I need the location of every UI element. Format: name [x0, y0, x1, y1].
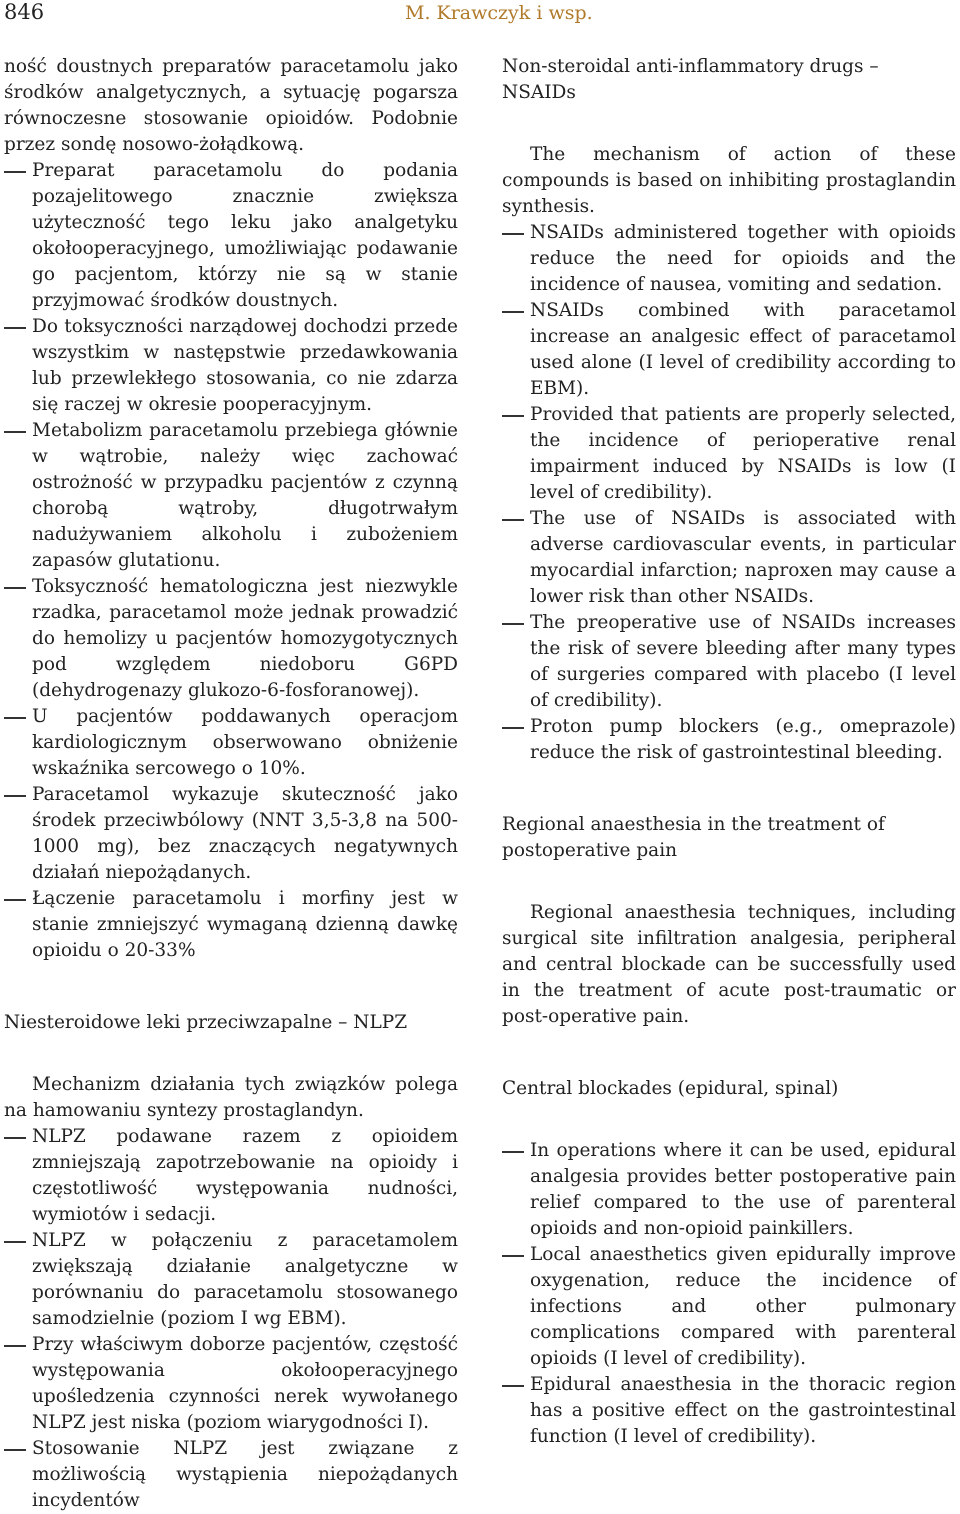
central-blockades-bullet-list — [502, 1138, 956, 1450]
heading-line: NSAIDs — [502, 82, 576, 103]
nsaids-intro-paragraph: The mechanism of action of these compounds is based on inhibiting prostaglandin synthesis. — [502, 144, 956, 217]
list-item: U pacjentów poddawanych operacjom kardiologicznym obserwowano obniżenie wskaźnika sercowego o 10%. — [4, 704, 458, 782]
list-item: NLPZ w połączeniu z paracetamolem zwiększają działanie analgetyczne w porównaniu do paracetamolu stosowanego samodzielnie (poziom I wg EBM). — [4, 1228, 458, 1332]
nsaids-bullet-list — [502, 220, 956, 766]
running-head: M. Krawczyk i wsp. — [405, 2, 593, 24]
list-item: Paracetamol wykazuje skuteczność jako środek przeciwbólowy (NNT 3,5-3,8 na 500-1000 mg), bez znaczących negatywnych działań niepożądanych. — [4, 782, 458, 886]
section-heading-nlpz: Niesteroidowe leki przeciwzapalne – NLPZ — [4, 1012, 408, 1033]
list-item: NSAIDs administered together with opioids reduce the need for opioids and the incidence of nausea, vomiting and sedation. — [502, 220, 956, 298]
section-heading-nsaids — [502, 54, 956, 106]
list-item: Toksyczność hematologiczna jest niezwykle rzadka, paracetamol może jednak prowadzić do hemolizy u pacjentów homozygotycznych pod względem niedoboru G6PD (dehydrogenazy glukozo-6-fosforanowej). — [4, 574, 458, 704]
regional-intro-paragraph: Regional anaesthesia techniques, including surgical site infiltration analgesia, peripheral and central blockade can be successfully used in the treatment of acute post-traumatic or post-operative pain. — [502, 902, 956, 1027]
intro-paragraph: ność doustnych preparatów paracetamolu jako środków analgetycznych, a sytuację pogarsza równoczesne stosowanie opioidów. Podobnie przez sondę nosowo-żołądkową. — [4, 56, 458, 155]
list-item: Proton pump blockers (e.g., omeprazole) reduce the risk of gastrointestinal bleeding. — [502, 714, 956, 766]
list-item: The use of NSAIDs is associated with adverse cardiovascular events, in particular myocardial infarction; naproxen may cause a lower risk than other NSAIDs. — [502, 506, 956, 610]
list-item: In operations where it can be used, epidural analgesia provides better postoperative pain relief compared to the use of parenteral opioids and non-opioid painkillers. — [502, 1138, 956, 1242]
page-number: 846 — [4, 0, 45, 24]
paracetamol-bullet-list — [4, 158, 458, 964]
list-item: Provided that patients are properly selected, the incidence of perioperative renal impairment induced by NSAIDs is low (I level of credibility). — [502, 402, 956, 506]
list-item: Metabolizm paracetamolu przebiega głównie w wątrobie, należy więc zachować ostrożność w przypadku pacjentów z czynną chorobą wątroby, długotrwałym nadużywaniem alkoholu i zubożeniem zapasów glutationu. — [4, 418, 458, 574]
list-item: The preoperative use of NSAIDs increases the risk of severe bleeding after many types of surgeries compared with placebo (I level of credibility). — [502, 610, 956, 714]
list-item: Łączenie paracetamolu i morfiny jest w stanie zmniejszyć wymaganą dzienną dawkę opioidu o 20-33% — [4, 886, 458, 964]
nlpz-intro-paragraph: Mechanizm działania tych związków polega na hamowaniu syntezy prostaglandyn. — [4, 1074, 458, 1121]
list-item: Epidural anaesthesia in the thoracic region has a positive effect on the gastrointestinal function (I level of credibility). — [502, 1372, 956, 1450]
list-item: Local anaesthetics given epidurally improve oxygenation, reduce the incidence of infections and other pulmonary complications compared with parenteral opioids (I level of credibility). — [502, 1242, 956, 1372]
list-item: Przy właściwym doborze pacjentów, częstość występowania okołooperacyjnego upośledzenia czynności nerek wywołanego NLPZ jest niska (poziom wiarygodności I). — [4, 1332, 458, 1436]
heading-line: Regional anaesthesia in the treatment of — [502, 814, 885, 835]
section-heading-central-blockades: Central blockades (epidural, spinal) — [502, 1078, 839, 1099]
list-item: Preparat paracetamolu do podania pozajelitowego znacznie zwiększa użyteczność tego leku jako analgetyku okołooperacyjnego, umożliwiając podawanie go pacjentom, którzy nie są w stanie przyjmować środków doustnych. — [4, 158, 458, 314]
list-item: Stosowanie NLPZ jest związane z możliwością wystąpienia niepożądanych incydentów — [4, 1436, 458, 1514]
list-item: NLPZ podawane razem z opioidem zmniejszają zapotrzebowanie na opioidy i częstotliwość występowania nudności, wymiotów i sedacji. — [4, 1124, 458, 1228]
heading-line: postoperative pain — [502, 840, 678, 861]
list-item: NSAIDs combined with paracetamol increase an analgesic effect of paracetamol used alone (I level of credibility according to EBM). — [502, 298, 956, 402]
left-column — [4, 54, 458, 1514]
nlpz-bullet-list — [4, 1124, 458, 1514]
section-heading-regional — [502, 812, 956, 864]
heading-line: Non-steroidal anti-inflammatory drugs – — [502, 56, 879, 77]
page-header — [0, 0, 960, 30]
right-column — [502, 54, 956, 1450]
list-item: Do toksyczności narządowej dochodzi przede wszystkim w następstwie przedawkowania lub przewlekłego stosowania, co nie zdarza się raczej w okresie pooperacyjnym. — [4, 314, 458, 418]
